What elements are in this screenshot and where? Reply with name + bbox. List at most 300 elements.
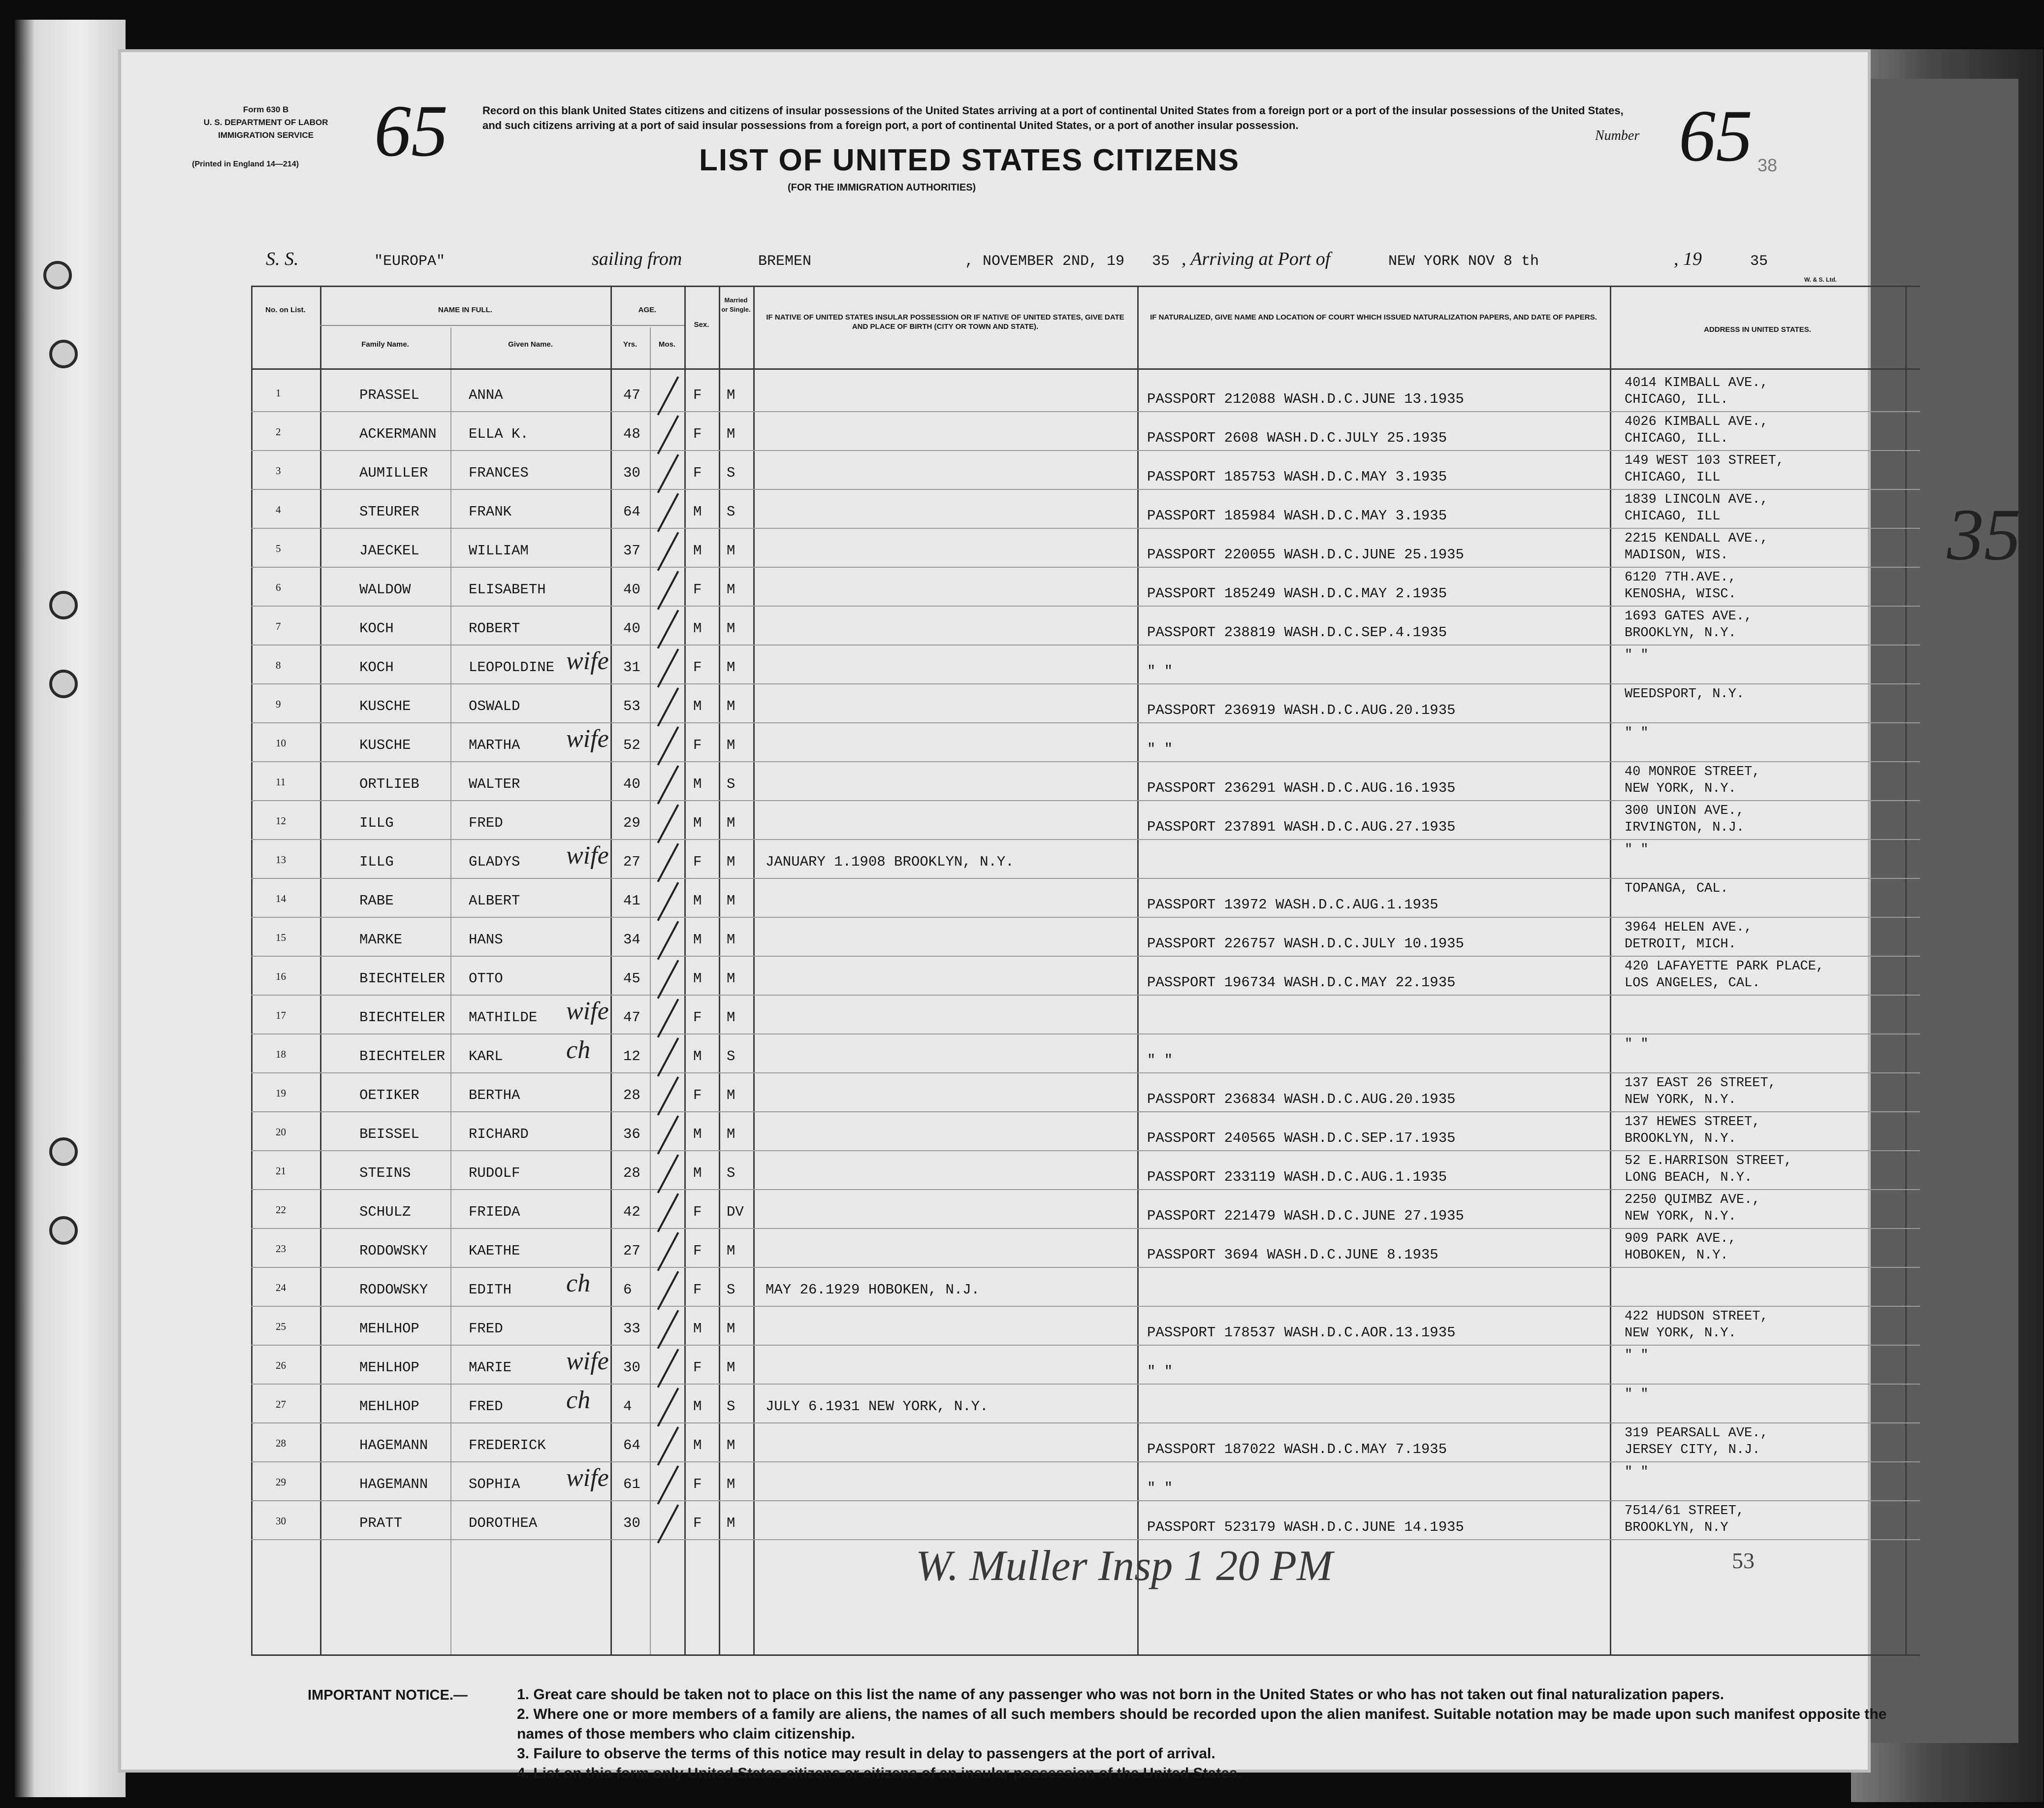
marital-status: M (727, 1476, 735, 1492)
row-number: 25 (276, 1321, 286, 1332)
row-divider (251, 1306, 1920, 1307)
given-name: RICHARD (469, 1126, 529, 1142)
address-line-2: NEW YORK, N.Y. (1625, 1326, 1736, 1341)
sex: M (693, 504, 702, 520)
row-number: 19 (276, 1087, 286, 1099)
age-years: 37 (623, 543, 640, 559)
check-mark-icon (657, 1310, 679, 1349)
address-line-1: 3964 HELEN AVE., (1625, 920, 1753, 935)
family-name: MEHLHOP (359, 1359, 419, 1376)
sex: M (693, 970, 702, 987)
age-years: 40 (623, 620, 640, 637)
address-line-2: KENOSHA, WISC. (1625, 587, 1736, 602)
relationship-note: ch (566, 1386, 591, 1414)
naturalization-info: " " (1147, 1480, 1173, 1496)
marital-status: M (727, 1126, 735, 1142)
relationship-note: wife (566, 997, 609, 1025)
col-name-header: NAME IN FULL. (438, 306, 492, 314)
row-number: 20 (276, 1126, 286, 1138)
sex: F (693, 1476, 702, 1492)
address-line-2: MADISON, WIS. (1625, 548, 1728, 563)
address-line-2: NEW YORK, N.Y. (1625, 1209, 1736, 1224)
row-divider (251, 1461, 1920, 1462)
port-to: NEW YORK NOV 8 th (1388, 253, 1539, 270)
naturalization-info: " " (1147, 1052, 1173, 1068)
given-name: ELLA K. (469, 426, 529, 442)
col-address-header: ADDRESS IN UNITED STATES. (1704, 325, 1811, 334)
row-number: 11 (276, 776, 286, 788)
address-line-1: 909 PARK AVE., (1625, 1231, 1736, 1246)
relationship-note: wife (566, 1464, 609, 1492)
notice-title: IMPORTANT NOTICE.— (308, 1687, 468, 1703)
address-line-2: CHICAGO, ILL (1625, 509, 1721, 524)
address-line-1: 2250 QUIMBZ AVE., (1625, 1193, 1760, 1207)
sex: F (693, 1359, 702, 1376)
sex: M (693, 1437, 702, 1453)
row-number: 6 (276, 581, 281, 593)
sex: M (693, 893, 702, 909)
check-mark-icon (657, 454, 679, 493)
given-name: FRED (469, 1321, 503, 1337)
row-number: 26 (276, 1359, 286, 1371)
given-name: WILLIAM (469, 543, 529, 559)
naturalization-info: PASSPORT 196734 WASH.D.C.MAY 22.1935 (1147, 974, 1456, 991)
family-name: ACKERMANN (359, 426, 437, 442)
check-mark-icon (657, 415, 679, 454)
row-number: 2 (276, 426, 281, 438)
corner-number: 38 (1757, 155, 1778, 175)
naturalization-info: " " (1147, 1363, 1173, 1380)
age-years: 47 (623, 1009, 640, 1026)
address-line-2: NEW YORK, N.Y. (1625, 781, 1736, 796)
given-name: FREDERICK (469, 1437, 546, 1453)
year-label: , 19 (1674, 249, 1702, 269)
address-line-1: TOPANGA, CAL. (1625, 881, 1728, 896)
family-name: MARKE (359, 932, 403, 948)
given-name: SOPHIA (469, 1476, 520, 1492)
naturalization-info: PASSPORT 13972 WASH.D.C.AUG.1.1935 (1147, 897, 1438, 913)
printed-in: (Printed in England 14—214) (192, 160, 299, 168)
family-name: KUSCHE (359, 698, 411, 714)
row-number: 21 (276, 1165, 286, 1177)
address-line-2: BROOKLYN, N.Y. (1625, 626, 1736, 641)
check-mark-icon (657, 1426, 679, 1466)
row-divider (251, 528, 1920, 529)
marital-status: M (727, 581, 735, 598)
check-mark-icon (657, 376, 679, 416)
age-years: 29 (623, 815, 640, 831)
address-line-2: IRVINGTON, N.J. (1625, 820, 1745, 835)
marital-status: M (727, 815, 735, 831)
naturalization-info: PASSPORT 2608 WASH.D.C.JULY 25.1935 (1147, 430, 1447, 446)
col-naturalized-header: IF NATURALIZED, GIVE NAME AND LOCATION OF COURT WHICH ISSUED NATURALIZATION PAPERS, AND DATE OF PAPERS. (1150, 313, 1597, 322)
address-line-1: 7514/61 STREET, (1625, 1504, 1745, 1518)
naturalization-info: PASSPORT 185984 WASH.D.C.MAY 3.1935 (1147, 508, 1447, 524)
sex: F (693, 1515, 702, 1531)
check-mark-icon (657, 804, 679, 843)
col-birth-header: IF NATIVE OF UNITED STATES INSULAR POSSESSION OR IF NATIVE OF UNITED STATES, GIVE DATE AND PLACE OF BIRTH (CITY OR TOWN AND STATE). (766, 313, 1124, 331)
sex: M (693, 543, 702, 559)
address-line-1: 40 MONROE STREET, (1625, 765, 1760, 779)
marital-status: S (727, 1398, 735, 1415)
row-divider (251, 1072, 1920, 1073)
naturalization-info: PASSPORT 187022 WASH.D.C.MAY 7.1935 (1147, 1441, 1447, 1457)
family-name: KOCH (359, 620, 394, 637)
age-years: 36 (623, 1126, 640, 1142)
birth-info: JULY 6.1931 NEW YORK, N.Y. (766, 1398, 989, 1415)
given-name: ALBERT (469, 893, 520, 909)
row-divider (251, 1189, 1920, 1190)
address-line-1: 2215 KENDALL AVE., (1625, 531, 1768, 546)
family-name: STEURER (359, 504, 419, 520)
sex: M (693, 1398, 702, 1415)
row-divider (251, 722, 1920, 723)
family-name: BIECHTELER (359, 1009, 446, 1026)
ss-label: S. S. (266, 249, 299, 269)
age-years: 64 (623, 1437, 640, 1453)
row-number: 22 (276, 1204, 286, 1216)
row-divider (251, 411, 1920, 412)
family-name: HAGEMANN (359, 1476, 428, 1492)
row-divider (251, 606, 1920, 607)
relationship-note: ch (566, 1036, 591, 1064)
sex: M (693, 1126, 702, 1142)
age-years: 28 (623, 1165, 640, 1181)
address-line-1: " " (1625, 1348, 1649, 1363)
naturalization-info: PASSPORT 3694 WASH.D.C.JUNE 8.1935 (1147, 1247, 1438, 1263)
age-years: 31 (623, 659, 640, 676)
marital-status: M (727, 620, 735, 637)
check-mark-icon (657, 1271, 679, 1310)
age-years: 48 (623, 426, 640, 442)
row-number: 13 (276, 854, 286, 866)
family-name: SCHULZ (359, 1204, 411, 1220)
address-line-1: " " (1625, 726, 1649, 741)
given-name: ROBERT (469, 620, 520, 637)
col-family-header: Family Name. (361, 340, 409, 349)
page-title: LIST OF UNITED STATES CITIZENS (699, 143, 1240, 177)
family-name: ILLG (359, 815, 394, 831)
check-mark-icon (657, 1388, 679, 1427)
row-number: 17 (276, 1009, 286, 1021)
family-name: PRASSEL (359, 387, 419, 403)
age-years: 52 (623, 737, 640, 753)
check-mark-icon (657, 1154, 679, 1194)
family-name: RODOWSKY (359, 1282, 428, 1298)
age-years: 42 (623, 1204, 640, 1220)
service: IMMIGRATION SERVICE (218, 130, 314, 140)
sex: M (693, 698, 702, 714)
address-line-1: 137 EAST 26 STREET, (1625, 1076, 1776, 1091)
relationship-note: wife (566, 725, 609, 753)
naturalization-info: PASSPORT 236919 WASH.D.C.AUG.20.1935 (1147, 702, 1456, 718)
naturalization-info: PASSPORT 226757 WASH.D.C.JULY 10.1935 (1147, 936, 1464, 952)
check-mark-icon (657, 999, 679, 1038)
family-name: BIECHTELER (359, 1048, 446, 1065)
check-mark-icon (657, 571, 679, 610)
age-years: 4 (623, 1398, 632, 1415)
address-line-1: 319 PEARSALL AVE., (1625, 1426, 1768, 1441)
row-number: 8 (276, 659, 281, 671)
family-name: AUMILLER (359, 465, 428, 481)
binding-strip (15, 20, 126, 1797)
age-years: 28 (623, 1087, 640, 1103)
check-mark-icon (657, 532, 679, 571)
marital-status: M (727, 970, 735, 987)
given-name: KARL (469, 1048, 503, 1065)
check-mark-icon (657, 843, 679, 882)
marital-status: M (727, 932, 735, 948)
address-line-2: CHICAGO, ILL (1625, 470, 1721, 485)
family-name: MEHLHOP (359, 1398, 419, 1415)
passenger-table (251, 286, 1920, 1664)
printer-mark: W. & S. Ltd. (1804, 276, 1837, 283)
check-mark-icon (657, 1465, 679, 1505)
row-number: 24 (276, 1282, 286, 1293)
address-line-2: HOBOKEN, N.Y. (1625, 1248, 1728, 1263)
form-number: Form 630 B (243, 105, 289, 114)
binder-hole-icon (49, 670, 78, 698)
row-number: 12 (276, 815, 286, 827)
marital-status: M (727, 1009, 735, 1026)
family-name: JAECKEL (359, 543, 419, 559)
relationship-note: ch (566, 1269, 591, 1297)
address-line-2: BROOKLYN, N.Y (1625, 1520, 1728, 1535)
check-mark-icon (657, 1232, 679, 1271)
notice-item-1: 1. Great care should be taken not to place on this list the name of any passenger who was not born in the United States or who has not taken out final naturalization papers. (517, 1686, 1725, 1703)
sex: F (693, 1087, 702, 1103)
marital-status: M (727, 893, 735, 909)
given-name: OSWALD (469, 698, 520, 714)
age-years: 47 (623, 387, 640, 403)
row-divider (251, 761, 1920, 762)
given-name: OTTO (469, 970, 503, 987)
row-number: 27 (276, 1398, 286, 1410)
age-years: 30 (623, 465, 640, 481)
age-years: 64 (623, 504, 640, 520)
sex: M (693, 1048, 702, 1065)
naturalization-info: PASSPORT 185249 WASH.D.C.MAY 2.1935 (1147, 585, 1447, 602)
address-line-2: LONG BEACH, N.Y. (1625, 1170, 1753, 1185)
sex: F (693, 659, 702, 676)
family-name: BIECHTELER (359, 970, 446, 987)
family-name: MEHLHOP (359, 1321, 419, 1337)
row-divider (251, 1111, 1920, 1112)
marital-status: M (727, 1437, 735, 1453)
address-line-1: " " (1625, 648, 1649, 663)
row-divider (251, 1384, 1920, 1385)
naturalization-info: PASSPORT 238819 WASH.D.C.SEP.4.1935 (1147, 624, 1447, 641)
check-mark-icon (657, 493, 679, 532)
marital-status: S (727, 1282, 735, 1298)
row-divider (251, 683, 1920, 684)
row-number: 28 (276, 1437, 286, 1449)
age-years: 40 (623, 776, 640, 792)
marital-status: S (727, 465, 735, 481)
row-divider (251, 956, 1920, 957)
record-instructions: Record on this blank United States citizens and citizens of insular possessions of the United States arriving at a port of continental United States from a foreign port or a port of the insular possessions of the United States, and such citizens arriving at a port of said insular possessions from a foreign port, a port of continental United States, or a port of another insular possession. (482, 104, 1624, 131)
given-name: RUDOLF (469, 1165, 520, 1181)
age-years: 30 (623, 1359, 640, 1376)
naturalization-info: PASSPORT 240565 WASH.D.C.SEP.17.1935 (1147, 1130, 1456, 1146)
row-number: 15 (276, 932, 286, 943)
naturalization-info: PASSPORT 221479 WASH.D.C.JUNE 27.1935 (1147, 1208, 1464, 1224)
sex: M (693, 815, 702, 831)
address-line-2: JERSEY CITY, N.J. (1625, 1443, 1760, 1457)
col-age-header: AGE. (638, 306, 657, 314)
marital-status: S (727, 1048, 735, 1065)
address-line-2: CHICAGO, ILL. (1625, 392, 1728, 407)
address-line-1: " " (1625, 1037, 1649, 1052)
binder-hole-icon (49, 340, 78, 368)
page-subtitle: (FOR THE IMMIGRATION AUTHORITIES) (788, 182, 976, 193)
age-years: 34 (623, 932, 640, 948)
family-name: RODOWSKY (359, 1243, 428, 1259)
arriving-label: , Arriving at Port of (1182, 249, 1331, 269)
naturalization-info: PASSPORT 237891 WASH.D.C.AUG.27.1935 (1147, 819, 1456, 835)
address-line-1: 52 E.HARRISON STREET, (1625, 1154, 1792, 1168)
row-number: 23 (276, 1243, 286, 1255)
address-line-1: 300 UNION AVE., (1625, 804, 1745, 818)
address-line-1: " " (1625, 1465, 1649, 1480)
notice-item-4: 4. List on this form only United States citizens or citizens of an insular possession of the United States. (517, 1765, 1242, 1781)
address-line-2: CHICAGO, ILL. (1625, 431, 1728, 446)
row-divider (251, 1033, 1920, 1034)
check-mark-icon (657, 687, 679, 727)
birth-info: MAY 26.1929 HOBOKEN, N.J. (766, 1282, 980, 1298)
number-label: Number (1595, 128, 1640, 143)
naturalization-info: PASSPORT 236291 WASH.D.C.AUG.16.1935 (1147, 780, 1456, 796)
row-divider (251, 1150, 1920, 1151)
sex: F (693, 581, 702, 598)
binder-hole-icon (43, 261, 72, 290)
sex: F (693, 1282, 702, 1298)
row-divider (251, 995, 1920, 996)
sex: F (693, 426, 702, 442)
date-from: , NOVEMBER 2ND, 19 (965, 253, 1125, 270)
row-number: 4 (276, 504, 281, 516)
year-from: 35 (1152, 253, 1170, 270)
handwritten-list-number: 65 (374, 90, 448, 172)
given-name: FRANK (469, 504, 512, 520)
col-sex-header: Sex. (694, 321, 709, 329)
given-name: WALTER (469, 776, 520, 792)
address-line-1: 420 LAFAYETTE PARK PLACE, (1625, 959, 1824, 974)
marital-status: DV (727, 1204, 744, 1220)
given-name: FRANCES (469, 465, 529, 481)
form-info (192, 103, 340, 142)
family-name: OETIKER (359, 1087, 419, 1103)
address-line-1: 1693 GATES AVE., (1625, 609, 1753, 624)
age-years: 27 (623, 1243, 640, 1259)
col-no-header: No. on List. (265, 306, 306, 314)
row-number: 5 (276, 543, 281, 554)
notice-item-2: 2. Where one or more members of a family are aliens, the names of all such members should be recorded upon the alien manifest. Suitable notation may be made upon such manifest opposite the names of those members who claim citizenship. (517, 1706, 1887, 1742)
family-name: KOCH (359, 659, 394, 676)
row-number: 7 (276, 620, 281, 632)
family-name: HAGEMANN (359, 1437, 428, 1453)
given-name: MATHILDE (469, 1009, 538, 1026)
age-years: 33 (623, 1321, 640, 1337)
relationship-note: wife (566, 1347, 609, 1375)
family-name: ORTLIEB (359, 776, 419, 792)
notice-item-3: 3. Failure to observe the terms of this notice may result in delay to passengers at the port of arrival. (517, 1745, 1215, 1762)
address-line-1: 4014 KIMBALL AVE., (1625, 376, 1768, 390)
age-years: 53 (623, 698, 640, 714)
sex: M (693, 1165, 702, 1181)
row-number: 14 (276, 893, 286, 904)
naturalization-info: " " (1147, 663, 1173, 679)
sex: M (693, 1321, 702, 1337)
given-name: EDITH (469, 1282, 512, 1298)
given-name: MARIE (469, 1359, 512, 1376)
manifest-sheet (118, 49, 2021, 1781)
marital-status: M (727, 1321, 735, 1337)
sex: M (693, 620, 702, 637)
marital-status: S (727, 776, 735, 792)
check-mark-icon (657, 648, 679, 688)
marital-status: M (727, 659, 735, 676)
col-given-header: Given Name. (508, 340, 553, 349)
check-mark-icon (657, 1504, 679, 1544)
row-number: 9 (276, 698, 281, 710)
sex: M (693, 776, 702, 792)
age-years: 41 (623, 893, 640, 909)
check-mark-icon (657, 1193, 679, 1232)
side-handwriting: 35 (1947, 494, 2021, 576)
marital-status: M (727, 737, 735, 753)
given-name: DOROTHEA (469, 1515, 538, 1531)
row-divider (251, 917, 1920, 918)
marital-status: M (727, 1087, 735, 1103)
check-mark-icon (657, 1349, 679, 1388)
address-line-1: " " (1625, 1387, 1649, 1402)
col-yrs-header: Yrs. (623, 340, 638, 349)
row-number: 1 (276, 387, 281, 399)
address-line-1: 4026 KIMBALL AVE., (1625, 415, 1768, 429)
check-mark-icon (657, 921, 679, 960)
relationship-note: wife (566, 841, 609, 870)
row-divider (251, 567, 1920, 568)
year-to: 35 (1750, 253, 1768, 270)
naturalization-info: PASSPORT 233119 WASH.D.C.AUG.1.1935 (1147, 1169, 1447, 1185)
check-mark-icon (657, 1115, 679, 1155)
address-line-1: 1839 LINCOLN AVE., (1625, 492, 1768, 507)
sex: F (693, 465, 702, 481)
relationship-note: wife (566, 647, 609, 675)
ship-name: "EUROPA" (374, 253, 446, 270)
port-from: BREMEN (758, 253, 812, 270)
marital-status: M (727, 854, 735, 870)
marital-status: M (727, 698, 735, 714)
naturalization-info: PASSPORT 236834 WASH.D.C.AUG.20.1935 (1147, 1091, 1456, 1107)
naturalization-info: PASSPORT 178537 WASH.D.C.AOR.13.1935 (1147, 1324, 1456, 1341)
naturalization-info: PASSPORT 220055 WASH.D.C.JUNE 25.1935 (1147, 547, 1464, 563)
given-name: HANS (469, 932, 503, 948)
binder-hole-icon (49, 1216, 78, 1245)
address-line-1: 6120 7TH.AVE., (1625, 570, 1736, 585)
row-divider (251, 1500, 1920, 1501)
row-number: 18 (276, 1048, 286, 1060)
age-years: 12 (623, 1048, 640, 1065)
check-mark-icon (657, 960, 679, 999)
binder-hole-icon (49, 591, 78, 619)
marital-status: M (727, 387, 735, 403)
naturalization-info: PASSPORT 523179 WASH.D.C.JUNE 14.1935 (1147, 1519, 1464, 1535)
sex: F (693, 1243, 702, 1259)
naturalization-info: PASSPORT 185753 WASH.D.C.MAY 3.1935 (1147, 469, 1447, 485)
address-line-2: BROOKLYN, N.Y. (1625, 1131, 1736, 1146)
